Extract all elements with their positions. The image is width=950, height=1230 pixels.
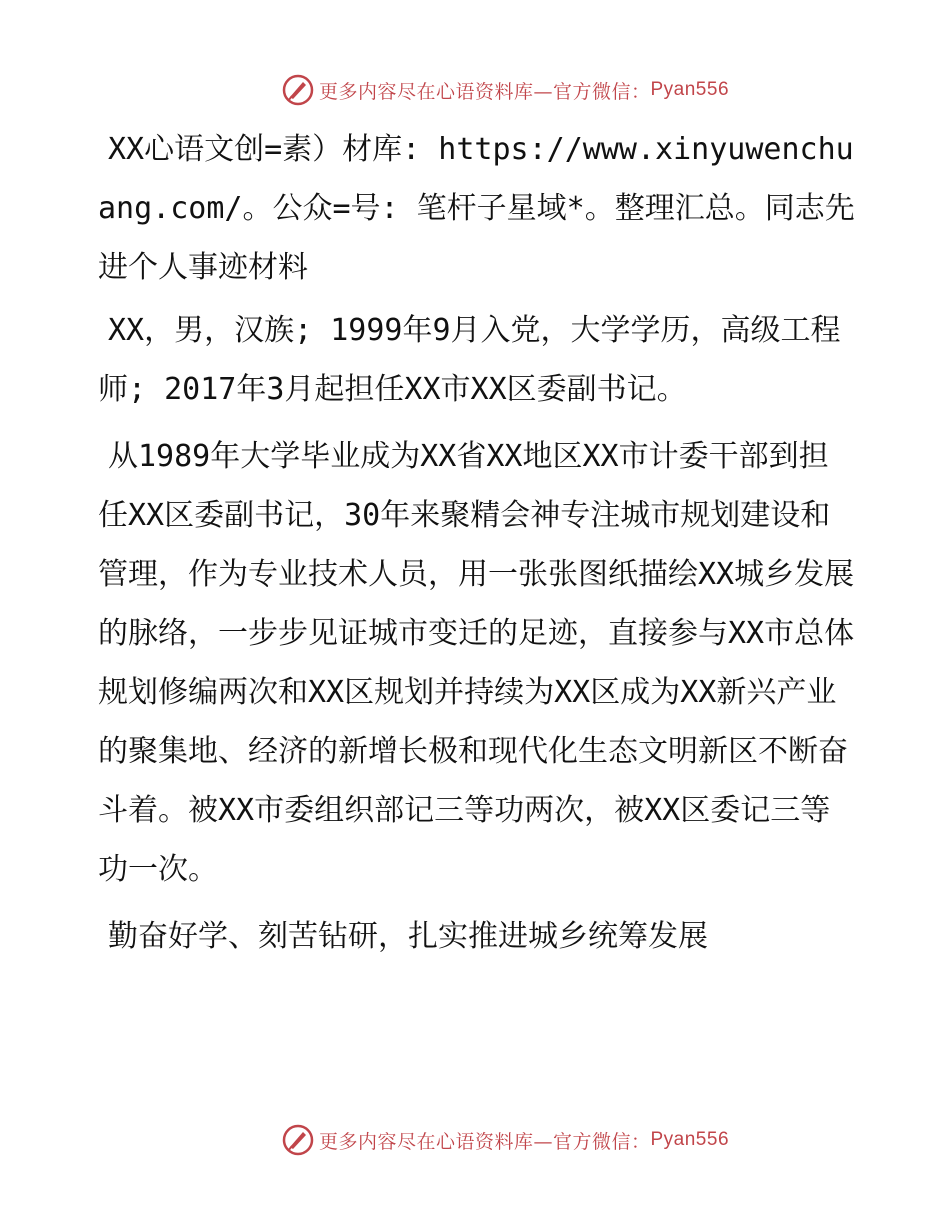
quill-seal-icon (281, 1123, 315, 1157)
header-banner-text: 更多内容尽在心语资料库—官方微信： (318, 80, 651, 103)
footer-banner (0, 1120, 950, 1160)
header-banner-contact: Pyan556 (650, 79, 730, 100)
footer-banner-text: 更多内容尽在心语资料库—官方微信： (318, 1130, 651, 1153)
paragraph-section-heading: 勤奋好学、刻苦钻研，扎实推进城乡统筹发展 (108, 919, 708, 954)
footer-banner-contact: Pyan556 (650, 1129, 730, 1150)
paragraph-source-title: XX心语文创=素）材库: https://www.xinyuwenchuang.com/。公众=号: 笔杆子星域*。整理汇总。同志先进个人事迹材料 (98, 132, 855, 285)
quill-seal-icon (281, 73, 315, 107)
header-banner (0, 70, 950, 110)
paragraph-career: 从1989年大学毕业成为XX省XX地区XX市计委干部到担任XX区委副书记，30年来聚精会神专注城市规划建设和管理，作为专业技术人员，用一张张图纸描绘XX城乡发展的脉络，一步步见证城市变迁的足迹，直接参与XX市总体规划修编两次和XX区规划并持续为XX区成为XX新兴产业的聚集地、经济的新增长极和现代化生态文明新区不断奋斗着。被XX市委组织部记三等功两次，被XX区委记三等功一次。 (98, 439, 855, 887)
paragraph-profile: XX，男，汉族; 1999年9月入党，大学学历，高级工程师; 2017年3月起担任XX市XX区委副书记。 (98, 313, 841, 407)
document-body (98, 120, 858, 974)
